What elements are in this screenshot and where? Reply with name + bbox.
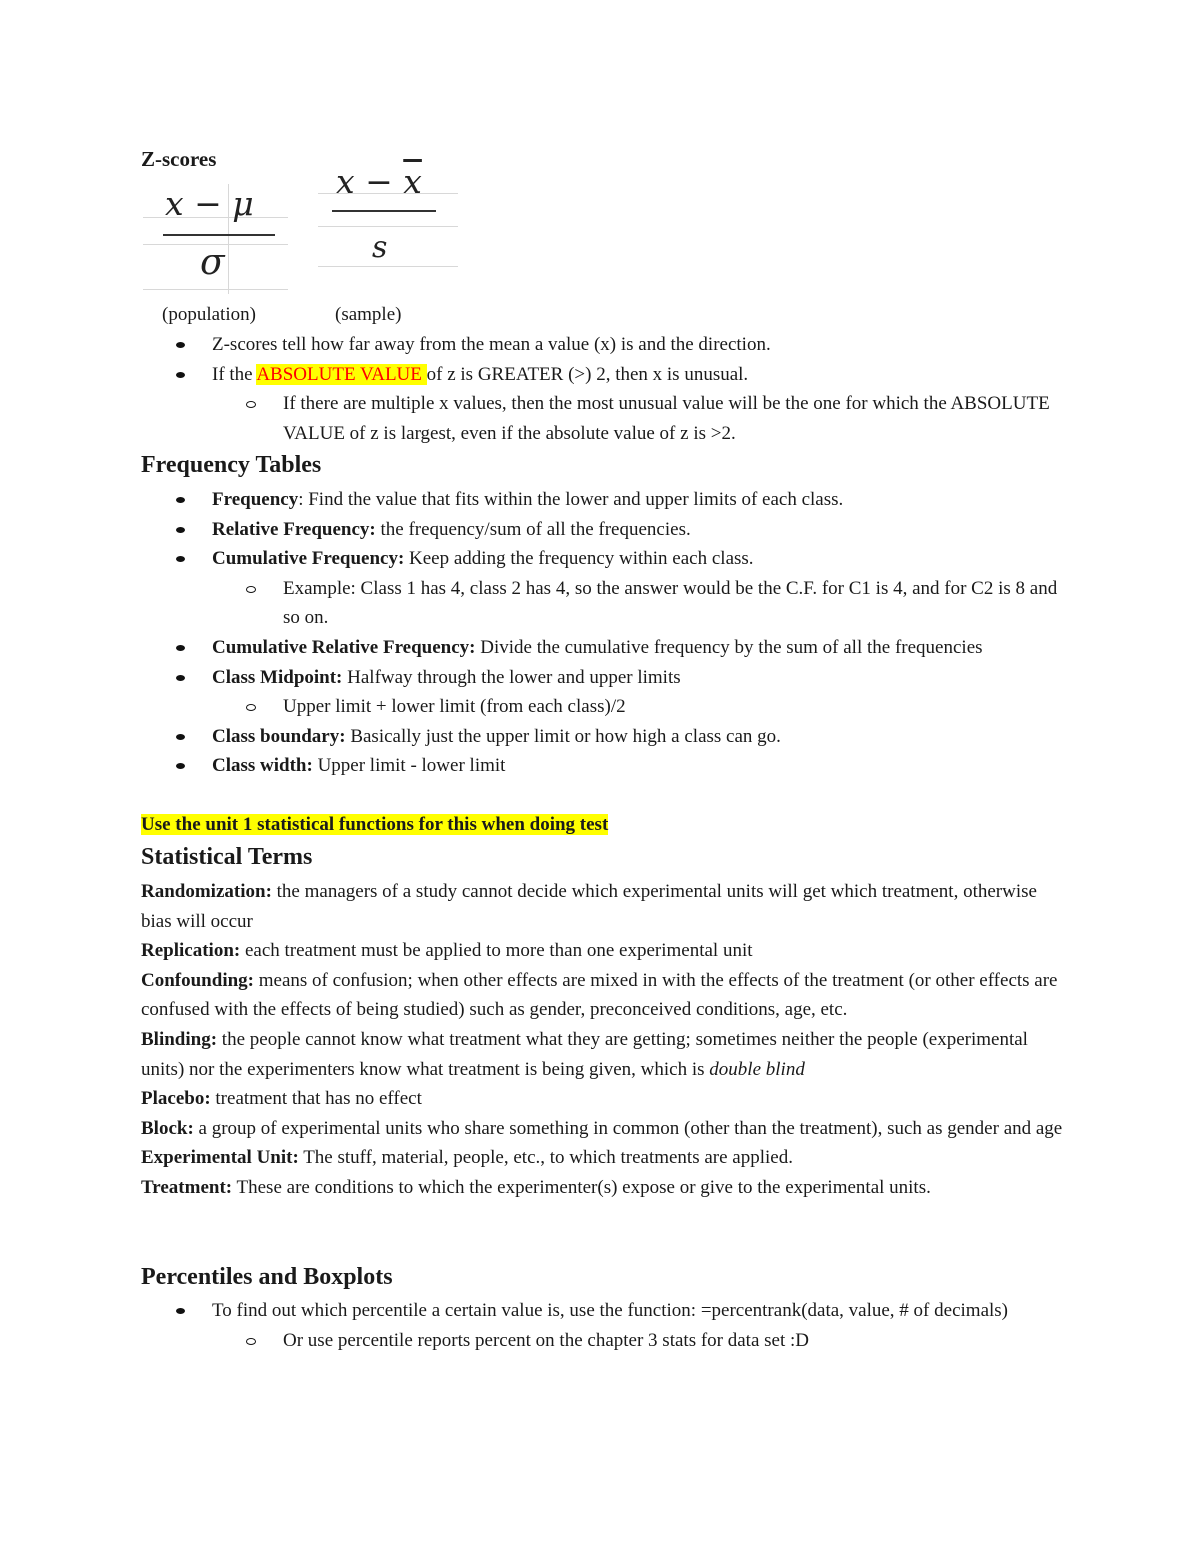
- list-item: Relative Frequency: the frequency/sum of all the frequencies.: [212, 518, 691, 540]
- list-item: Cumulative Relative Frequency: Divide the cumulative frequency by the sum of all the frequencies: [212, 636, 983, 658]
- sample-numerator-xbar: $\overline{x}$: [403, 162, 422, 201]
- list-item: Z-scores tell how far away from the mean a value (x) is and the direction.: [212, 334, 771, 355]
- population-denominator: σ: [200, 242, 225, 283]
- list-item: Cumulative Frequency: Keep adding the frequency within each class.: [212, 548, 754, 570]
- term-entry: Confounding: means of confusion; when other effects are mixed in with the effects of the treatment (or other effects are confused with the effects of being studied) such as gender, preconceived conditions, age, etc.: [141, 969, 1058, 1021]
- sample-numerator: [336, 162, 422, 202]
- term-entry: Replication: each treatment must be applied to more than one experimental unit: [141, 940, 753, 962]
- term-entry: Treatment: These are conditions to which the experimenter(s) expose or give to the experimental units.: [141, 1176, 931, 1198]
- list-item: If there are multiple x values, then the most unusual value will be the one for which the ABSOLUTE VALUE of z is largest, even if the absolute value of z is >2.: [283, 393, 1050, 444]
- terms-heading: Statistical Terms: [141, 844, 313, 870]
- term-entry: Block: a group of experimental units who share something in common (other than the treatment), such as gender and age: [141, 1117, 1063, 1139]
- population-label: (population): [162, 304, 256, 325]
- absolute-value-highlight: ABSOLUTE VALUE: [256, 363, 427, 385]
- term-entry: Placebo: treatment that has no effect: [141, 1088, 422, 1110]
- frequency-list: [0, 485, 1200, 781]
- list-item: Class Midpoint: Halfway through the lower and upper limits: [212, 666, 681, 688]
- frequency-heading: Frequency Tables: [141, 452, 322, 478]
- population-formula: [143, 184, 288, 294]
- zscores-list: [0, 330, 1200, 448]
- test-note: [141, 810, 1071, 840]
- sample-denominator: s: [372, 230, 388, 265]
- terms-list: [141, 877, 1071, 1203]
- list-item: If the ABSOLUTE VALUE of z is GREATER (>) 2, then x is unusual.: [212, 363, 749, 385]
- population-numerator: x − μ: [165, 184, 254, 223]
- term-entry: Experimental Unit: The stuff, material, people, etc., to which treatments are applied.: [141, 1147, 793, 1169]
- highlighted-note: Use the unit 1 statistical functions for this when doing test: [141, 814, 609, 835]
- list-item: Upper limit + lower limit (from each class)/2: [283, 696, 626, 718]
- zscores-heading: Z-scores: [141, 147, 217, 171]
- term-entry: Randomization: the managers of a study cannot decide which experimental units will get which treatment, otherwise bias will occur: [141, 881, 1037, 932]
- list-item: Frequency: Find the value that fits within the lower and upper limits of each class.: [212, 489, 844, 510]
- percentiles-list: [0, 1296, 1200, 1355]
- sample-formula: [318, 160, 458, 270]
- list-item: Example: Class 1 has 4, class 2 has 4, so the answer would be the C.F. for C1 is 4, and for C2 is 8 and so on.: [283, 577, 1058, 629]
- list-item: Or use percentile reports percent on the chapter 3 stats for data set :D: [283, 1329, 809, 1351]
- list-item: Class width: Upper limit - lower limit: [212, 755, 506, 777]
- list-item: To find out which percentile a certain value is, use the function: =percentrank(data, value, # of decimals): [212, 1300, 1008, 1321]
- percentiles-heading: Percentiles and Boxplots: [141, 1264, 393, 1290]
- sample-numerator-x: x −: [336, 162, 404, 201]
- term-entry: Blinding: the people cannot know what treatment what they are getting; sometimes neither the people (experimental units) nor the experimenters know what treatment is being given, which is double blind: [141, 1028, 1028, 1080]
- sample-label: (sample): [335, 304, 402, 325]
- list-item: Class boundary: Basically just the upper limit or how high a class can go.: [212, 725, 781, 747]
